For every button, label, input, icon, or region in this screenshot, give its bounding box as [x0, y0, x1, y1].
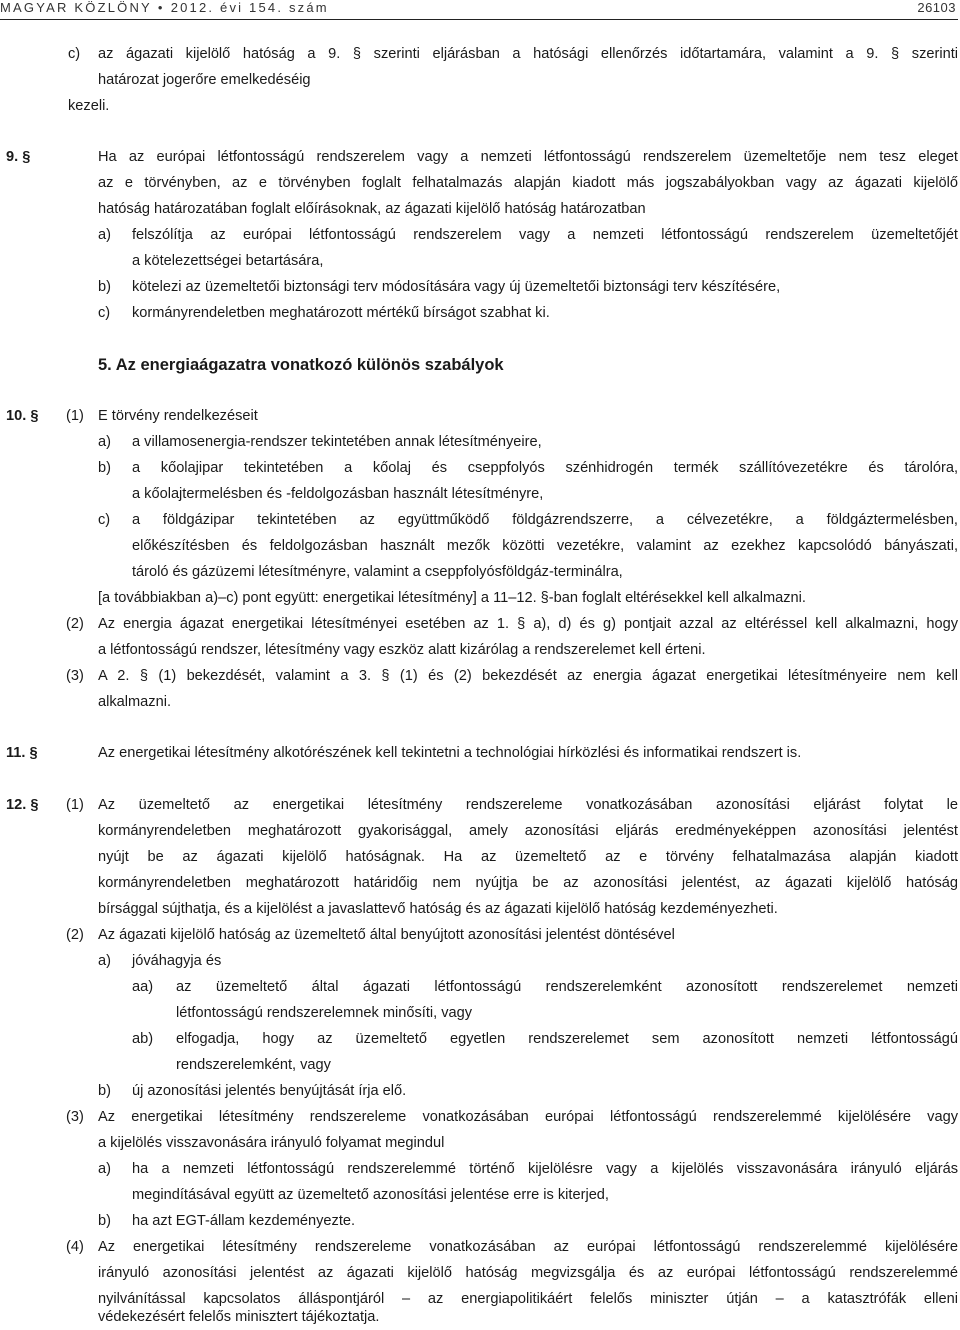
- item-label: c): [98, 512, 111, 528]
- paragraph-line: elfogadja, hogy az üzemeltető egyetlen rendszerelemet sem azonosított nemzeti létfontosságú: [176, 1031, 958, 1047]
- item-label: c): [98, 305, 111, 321]
- paragraph-line: a kijelölés visszavonására irányuló folyamat megindul: [98, 1135, 445, 1151]
- item-label: ab): [132, 1031, 154, 1047]
- paragraph-line: előkészítésben és feldolgozásban használt mezők közötti vezetékre, valamint az ezekhez kapcsolódó bányászati,: [132, 538, 958, 554]
- section-number: 11. §: [6, 745, 38, 761]
- paragraph-line: létfontosságú rendszerelemnek minősíti, vagy: [176, 1005, 473, 1021]
- paragraph-line: a létfontosságú rendszer, létesítmény vagy eszköz alatt kizárólag a rendszerelemet kell érteni.: [98, 642, 706, 658]
- paragraph-label: (3): [66, 1109, 84, 1125]
- paragraph-line: a földgázipar tekintetében az együttműködő földgázrendszerre, a célvezetékre, a földgáztermelésben,: [132, 512, 958, 528]
- paragraph-line: nyilvánítással kapcsolatos álláspontjáról – az energiapolitikáért felelős miniszter útján – a katasztrófák elleni: [98, 1291, 958, 1307]
- paragraph-line: alkalmazni.: [98, 694, 171, 710]
- paragraph-line: tároló és gázüzemi létesítményre, valamint a cseppfolyósföldgáz-terminálra,: [132, 564, 623, 580]
- paragraph-line: Az ágazati kijelölő hatóság az üzemeltető által benyújtott azonosítási jelentést döntésével: [98, 927, 675, 943]
- paragraph-line: kormányrendeletben meghatározott gyakorisággal, amely azonosítási eljárás eredményeképpen azonosítási jelentést: [98, 823, 958, 839]
- paragraph-line: kezeli.: [68, 98, 110, 114]
- paragraph-label: (1): [66, 797, 84, 813]
- paragraph-line: az ágazati kijelölő hatóság a 9. § szerinti eljárásban a hatósági ellenőrzés időtartamára, valamint a 9. § szerinti: [98, 46, 958, 62]
- paragraph-line: kormányrendeletben meghatározott mértékű bírságot szabhat ki.: [132, 305, 550, 321]
- item-label: b): [98, 460, 111, 476]
- paragraph-line: ha azt EGT-állam kezdeményezte.: [132, 1213, 356, 1229]
- header-bullet: •: [157, 0, 165, 15]
- paragraph-label: (3): [66, 668, 84, 684]
- paragraph-line: ha a nemzeti létfontosságú rendszerelemmé történő kijelölésre vagy a kijelölés visszavonására irányuló eljárás: [132, 1161, 958, 1177]
- page-header: [0, 0, 960, 20]
- section-number: 9. §: [6, 149, 31, 165]
- paragraph-line: az e törvényben, az e törvényben foglalt felhatalmazás alapján kiadott más jogszabályokban vagy az ágazati kijelölő: [98, 175, 958, 191]
- item-label: a): [98, 227, 111, 243]
- item-label: a): [98, 953, 111, 969]
- journal-header: [0, 0, 329, 16]
- item-label: a): [98, 434, 111, 450]
- section-number: 10. §: [6, 408, 39, 424]
- paragraph-line: A 2. § (1) bekezdését, valamint a 3. § (1) és (2) bekezdését az energia ágazat energetikai létesítményeire nem kell: [98, 668, 958, 684]
- paragraph-label: (2): [66, 616, 84, 632]
- paragraph-line: a kötelezettségei betartására,: [132, 253, 324, 269]
- paragraph-line: Az üzemeltető az energetikai létesítmény rendszereleme vonatkozásában azonosítási eljárást folytat le: [98, 797, 958, 813]
- paragraph-line: kötelezi az üzemeltetői biztonsági terv módosítására vagy új üzemeltetői biztonsági terv készítésére,: [132, 279, 781, 295]
- issue-number: 2012. évi 154. szám: [170, 0, 329, 15]
- paragraph-line: rendszerelemként, vagy: [176, 1057, 331, 1073]
- paragraph-line: Az energetikai létesítmény rendszereleme vonatkozásában európai létfontosságú rendszerelemmé kijelölésére vagy: [98, 1109, 958, 1125]
- paragraph-label: (1): [66, 408, 84, 424]
- chapter-heading: 5. Az energiaágazatra vonatkozó különös szabályok: [98, 356, 504, 374]
- paragraph-line: védekezésért felelős minisztert tájékoztatja.: [98, 1309, 380, 1325]
- section-number: 12. §: [6, 797, 39, 813]
- paragraph-label: (2): [66, 927, 84, 943]
- paragraph-line: irányuló azonosítási jelentést az ágazati kijelölő hatóság megvizsgálja és az európai létfontosságú rendszerelemmé: [98, 1265, 958, 1281]
- paragraph-line: Ha az európai létfontosságú rendszerelem vagy a nemzeti létfontosságú rendszerelem üzemeltetője nem tesz eleget: [98, 149, 958, 165]
- item-label: b): [98, 279, 111, 295]
- paragraph-line: E törvény rendelkezéseit: [98, 408, 258, 424]
- page-number: 26103: [917, 0, 956, 15]
- paragraph-line: a kőolajtermelésben és -feldolgozásban használt létesítményre,: [132, 486, 544, 502]
- paragraph-line: az üzemeltető által ágazati létfontosságú rendszerelemként azonosított rendszerelemet nemzeti: [176, 979, 958, 995]
- paragraph-line: Az energetikai létesítmény rendszereleme vonatkozásában az európai létfontosságú rendszerelemmé kijelölésére: [98, 1239, 958, 1255]
- paragraph-line: új azonosítási jelentés benyújtását írja elő.: [132, 1083, 407, 1099]
- header-rule: [0, 19, 958, 20]
- journal-name: MAGYAR KÖZLÖNY: [0, 0, 152, 15]
- paragraph-line: a villamosenergia-rendszer tekintetében annak létesítményeire,: [132, 434, 542, 450]
- paragraph-line: Az energetikai létesítmény alkotórészének kell tekintetni a technológiai hírközlési és informatikai rendszert is.: [98, 745, 802, 761]
- item-label: b): [98, 1083, 111, 1099]
- paragraph-line: bírsággal sújthatja, és a kijelölést a javaslattevő hatóság és az ágazati kijelölő hatóság kezdeményezheti.: [98, 901, 778, 917]
- paragraph-line: jóváhagyja és: [132, 953, 222, 969]
- item-label: aa): [132, 979, 154, 995]
- paragraph-line: [a továbbiakban a)–c) pont együtt: energetikai létesítmény] a 11–12. §-ban foglalt eltérésekkel kell alkalmazni.: [98, 590, 806, 606]
- item-label: b): [98, 1213, 111, 1229]
- paragraph-line: megindításával együtt az üzemeltető azonosítási jelentése erre is kiterjed,: [132, 1187, 609, 1203]
- paragraph-line: felszólítja az európai létfontosságú rendszerelem vagy a nemzeti létfontosságú rendszerelem üzemeltetőjét: [132, 227, 958, 243]
- paragraph-line: hatóság határozatában foglalt előírásoknak, az ágazati kijelölő hatóság határozatban: [98, 201, 646, 217]
- paragraph-line: nyújt be az ágazati kijelölő hatóságnak. Ha az üzemeltető az e törvény felhatalmazása alapján kiadott: [98, 849, 958, 865]
- paragraph-label: (4): [66, 1239, 84, 1255]
- paragraph-line: a kőolajipar tekintetében a kőolaj és cseppfolyós szénhidrogén termék szállítóvezetékre és tárolóra,: [132, 460, 958, 476]
- paragraph-line: kormányrendeletben meghatározott határidőig nem nyújtja be az azonosítási jelentést, az ágazati kijelölő hatóság: [98, 875, 958, 891]
- item-label: c): [68, 46, 81, 62]
- item-label: a): [98, 1161, 111, 1177]
- paragraph-line: határozat jogerőre emelkedéséig: [98, 72, 311, 88]
- paragraph-line: Az energia ágazat energetikai létesítményei esetében az 1. § a), d) és g) pontjait azzal az eltéréssel kell alkalmazni, hogy: [98, 616, 958, 632]
